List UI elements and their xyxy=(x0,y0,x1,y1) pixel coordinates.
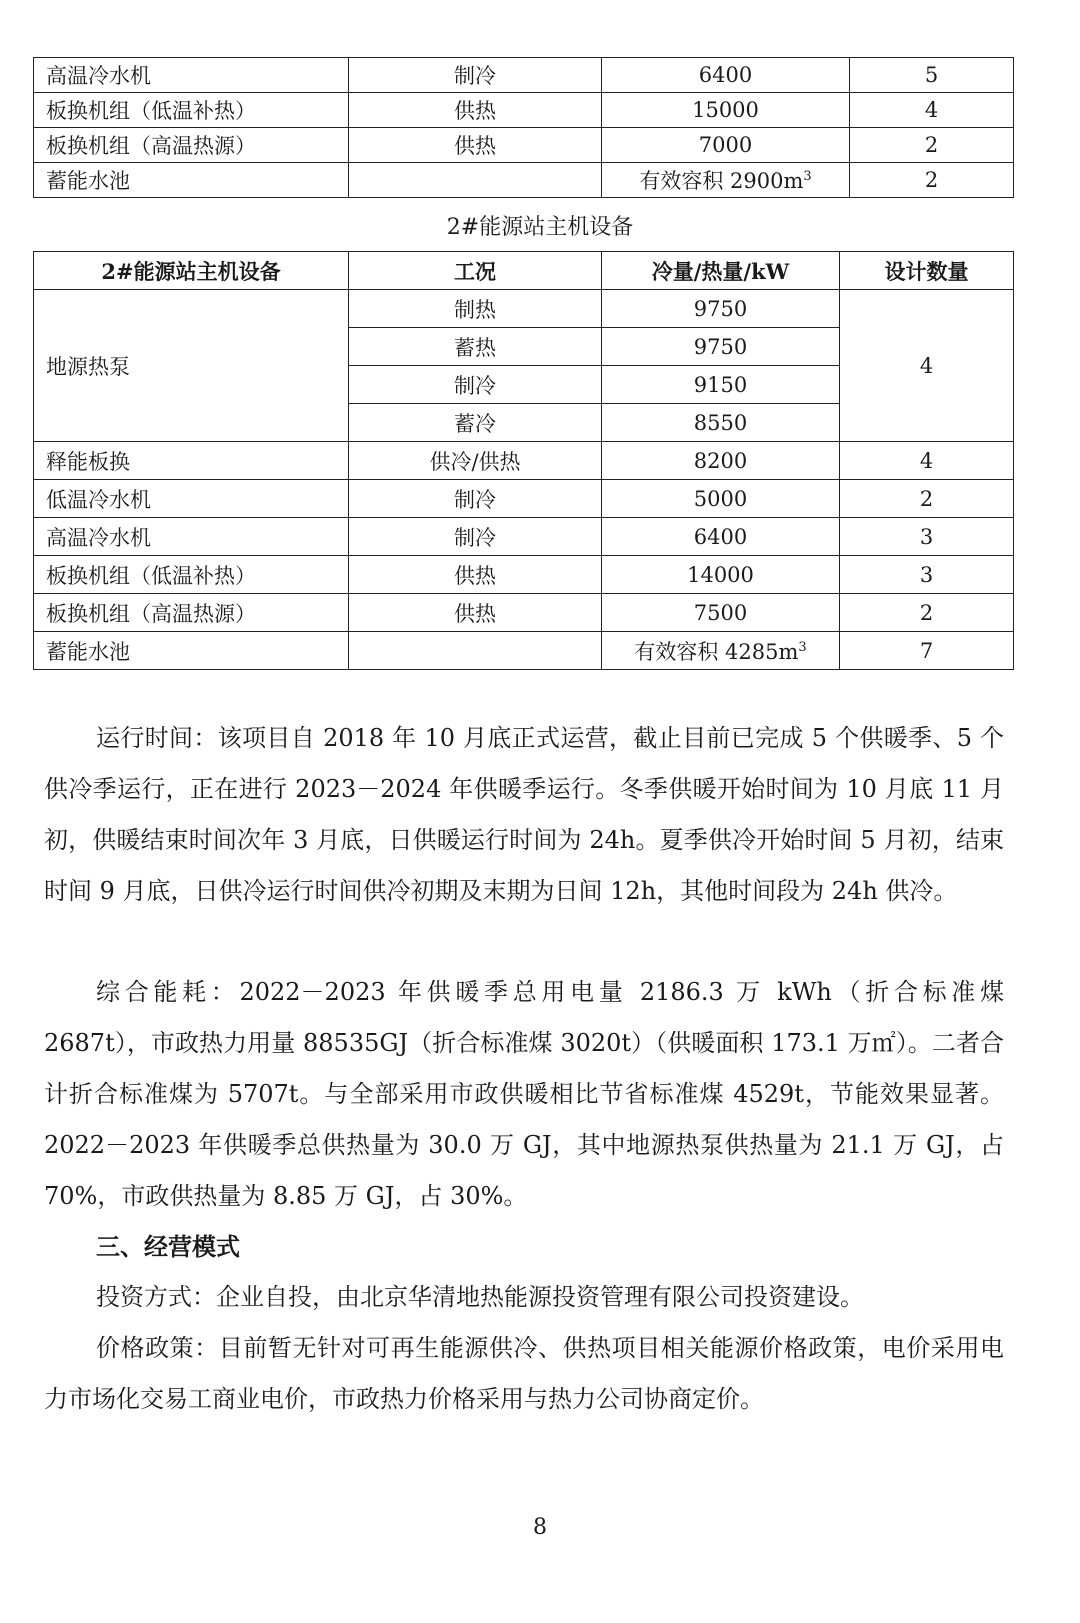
cell-mode: 供热 xyxy=(349,556,602,594)
cell-capacity xyxy=(602,163,850,198)
cell-capacity xyxy=(602,632,840,670)
cell-count: 3 xyxy=(840,518,1014,556)
cell-mode xyxy=(349,632,602,670)
cell-name: 蓄能水池 xyxy=(34,632,349,670)
header-equipment: 2#能源站主机设备 xyxy=(34,252,349,290)
cell-name: 板换机组（高温热源） xyxy=(34,594,349,632)
cell-capacity: 7500 xyxy=(602,594,840,632)
cell-count: 7 xyxy=(840,632,1014,670)
table-row xyxy=(34,58,1014,93)
header-mode: 工况 xyxy=(349,252,602,290)
cell-count: 5 xyxy=(850,58,1014,93)
cell-mode: 制冷 xyxy=(349,518,602,556)
cell-name: 地源热泵 xyxy=(34,290,349,442)
header-capacity: 冷量/热量/kW xyxy=(602,252,840,290)
table-row xyxy=(34,632,1014,670)
cell-count: 2 xyxy=(850,163,1014,198)
cell-mode: 供热 xyxy=(349,93,602,128)
table-row xyxy=(34,442,1014,480)
cell-mode: 供冷/供热 xyxy=(349,442,602,480)
cell-count: 2 xyxy=(850,128,1014,163)
table-row xyxy=(34,480,1014,518)
table-row xyxy=(34,556,1014,594)
cell-capacity: 8550 xyxy=(602,404,840,442)
paragraph-energy-consumption: 综合能耗：2022－2023 年供暖季总用电量 2186.3 万 kWh（折合标准煤 2687t），市政热力用量 88535GJ（折合标准煤 3020t）（供暖面积 173.1 万㎡）。二者合计折合标准煤为 5707t。与全部采用市政供暖相比节省标准煤 4529t，节能效果显著。2022－2023 年供暖季总供热量为 30.0 万 GJ，其中地源热泵供热量为 21.1 万 GJ，占 70%，市政供热量为 8.85 万 GJ，占 30%。 xyxy=(44,978,1004,1210)
cell-mode: 制冷 xyxy=(349,58,602,93)
cell-count: 4 xyxy=(840,290,1014,442)
cell-mode: 制冷 xyxy=(349,480,602,518)
cell-mode: 制热 xyxy=(349,290,602,328)
cell-capacity: 9750 xyxy=(602,290,840,328)
superscript: 3 xyxy=(803,169,812,184)
cell-count: 4 xyxy=(840,442,1014,480)
cell-capacity: 5000 xyxy=(602,480,840,518)
cell-count: 4 xyxy=(850,93,1014,128)
cell-mode: 供热 xyxy=(349,594,602,632)
capacity-text: 有效容积 2900m xyxy=(639,169,804,193)
capacity-text: 有效容积 4285m xyxy=(634,639,799,664)
cell-capacity: 6400 xyxy=(602,58,850,93)
table-row xyxy=(34,163,1014,198)
table-row xyxy=(34,594,1014,632)
header-count: 设计数量 xyxy=(840,252,1014,290)
cell-count: 2 xyxy=(840,594,1014,632)
table-row xyxy=(34,290,1014,328)
cell-mode: 蓄热 xyxy=(349,328,602,366)
table-row xyxy=(34,93,1014,128)
section-heading: 三、经营模式 xyxy=(96,1232,240,1261)
page-number: 8 xyxy=(533,1515,547,1540)
table-header-row xyxy=(34,252,1014,290)
cell-capacity: 7000 xyxy=(602,128,850,163)
cell-mode: 供热 xyxy=(349,128,602,163)
cell-name: 蓄能水池 xyxy=(34,163,349,198)
superscript: 3 xyxy=(798,639,807,655)
cell-name: 板换机组（低温补热） xyxy=(34,556,349,594)
cell-capacity: 14000 xyxy=(602,556,840,594)
table-caption: 2#能源站主机设备 xyxy=(446,215,634,240)
cell-name: 高温冷水机 xyxy=(34,518,349,556)
cell-name: 板换机组（低温补热） xyxy=(34,93,349,128)
equipment-table-1 xyxy=(33,57,1014,198)
cell-count: 2 xyxy=(840,480,1014,518)
equipment-table-2 xyxy=(33,251,1014,670)
paragraph-operation-time: 运行时间：该项目自 2018 年 10 月底正式运营，截止目前已完成 5 个供暖季、5 个供冷季运行，正在进行 2023－2024 年供暖季运行。冬季供暖开始时间为 10 月底 11 月初，供暖结束时间次年 3 月底，日供暖运行时间为 24h。夏季供冷开始时间 5 月初，结束时间 9 月底，日供冷运行时间供冷初期及末期为日间 12h，其他时间段为 24h 供冷。 xyxy=(44,724,1004,905)
paragraph-pricing-policy: 价格政策：目前暂无针对可再生能源供冷、供热项目相关能源价格政策，电价采用电力市场化交易工商业电价，市政热力价格采用与热力公司协商定价。 xyxy=(44,1334,1004,1413)
cell-mode xyxy=(349,163,602,198)
paragraph-investment: 投资方式：企业自投，由北京华清地热能源投资管理有限公司投资建设。 xyxy=(96,1283,864,1311)
cell-capacity: 15000 xyxy=(602,93,850,128)
cell-mode: 制冷 xyxy=(349,366,602,404)
cell-mode: 蓄冷 xyxy=(349,404,602,442)
cell-name: 板换机组（高温热源） xyxy=(34,128,349,163)
cell-count: 3 xyxy=(840,556,1014,594)
cell-capacity: 9150 xyxy=(602,366,840,404)
cell-capacity: 8200 xyxy=(602,442,840,480)
table-row xyxy=(34,518,1014,556)
cell-name: 高温冷水机 xyxy=(34,58,349,93)
cell-name: 低温冷水机 xyxy=(34,480,349,518)
cell-name: 释能板换 xyxy=(34,442,349,480)
cell-capacity: 9750 xyxy=(602,328,840,366)
cell-capacity: 6400 xyxy=(602,518,840,556)
table-row xyxy=(34,128,1014,163)
